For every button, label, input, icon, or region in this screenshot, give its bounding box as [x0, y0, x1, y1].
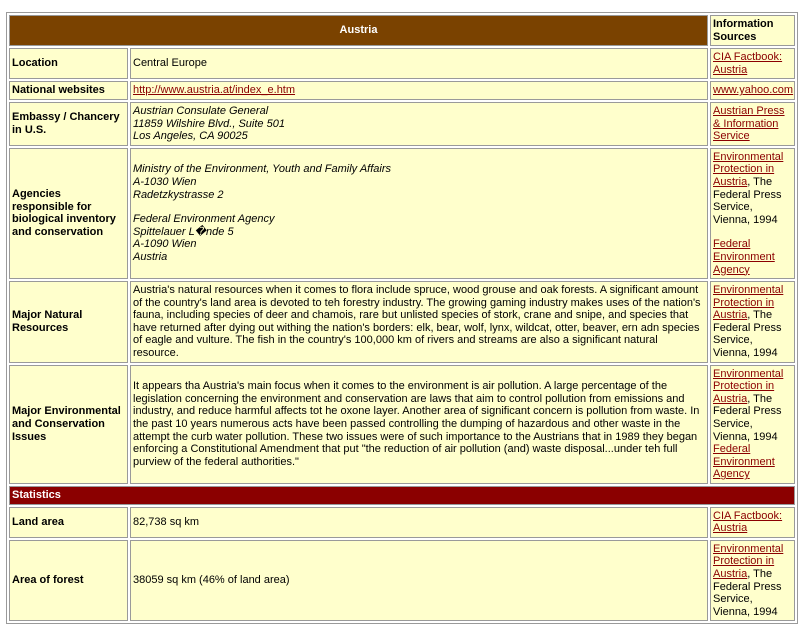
resources-source-link[interactable]: Environmental Protection in Austria: [713, 284, 784, 322]
statistics-heading: Statistics: [9, 486, 795, 505]
forest-value: 38059 sq km (46% of land area): [130, 540, 708, 622]
location-label: Location: [9, 48, 128, 79]
location-source-link[interactable]: CIA Factbook: Austria: [713, 51, 783, 76]
websites-row: [9, 81, 795, 100]
resources-sources: [710, 281, 795, 363]
resources-text: Austria's natural resources when it comes to flora include spruce, wood grouse and oak forests. A significant amount of the country's land area is devoted to teh forestry industry. The growing gaming industry makes uses of the nation's fauna, including species of deer and chamois, rare but unlisted species of stork, crane and snipe, and species that have returned after dying out withing the nation's borders: elk, bear, wolf, lynx, wildcat, otter, beaver, ern adn species of eagle and vulture. The fish in the country's 100,000 km of rivers and streams are also a significant natural resource.: [130, 281, 708, 363]
agency-line: Spittelauer L�nde 5: [133, 225, 234, 238]
issues-source-text: , The Federal Press Service, Vienna, 1994: [713, 392, 782, 443]
forest-sources: [710, 540, 795, 622]
agencies-source-link-2[interactable]: Federal Environment Agency: [713, 238, 775, 276]
embassy-address: [130, 102, 708, 146]
resources-row: [9, 281, 795, 363]
sources-header: Information Sources: [710, 15, 795, 46]
resources-label: Major Natural Resources: [9, 281, 128, 363]
agencies-source-text: , The Federal Press Service, Vienna, 1994: [713, 175, 782, 226]
websites-source-link[interactable]: www.yahoo.com: [713, 84, 794, 97]
issues-label: Major Environmental and Conservation Issues: [9, 365, 128, 484]
embassy-source-link[interactable]: Austrian Press & Information Service: [713, 104, 785, 143]
agency-line: Austria: [133, 250, 168, 263]
agency-line: A-1030 Wien: [133, 175, 197, 188]
agencies-addresses: [130, 148, 708, 279]
statistics-row: [9, 486, 795, 505]
agencies-label: Agencies responsible for biological inventory and conservation: [9, 148, 128, 279]
country-title: Austria: [9, 15, 708, 46]
agency-line: Federal Environment Agency: [133, 213, 275, 226]
forest-source-text: , The Federal Press Service, Vienna, 1994: [713, 567, 782, 618]
websites-label: National websites: [9, 81, 128, 100]
header-row: [9, 15, 795, 46]
agencies-row: [9, 148, 795, 279]
issues-source-link[interactable]: Environmental Protection in Austria: [713, 367, 784, 405]
location-row: [9, 48, 795, 79]
land-area-source-link[interactable]: CIA Factbook: Austria: [713, 509, 783, 535]
embassy-label: Embassy / Chancery in U.S.: [9, 102, 128, 146]
issues-text: It appears tha Austria's main focus when it comes to the environment is air pollution. A large percentage of the legislation concerning the environment and conservation are laws that aim to control pollution from emissions and industry, and reduce harmful affects tot he oxone layer. Another area of significant concern is pollution from waste. In the past 10 years numerous acts have been passed controlling the dumping of hazardous and other waste in the attempt the curb water pollution. These two issues were of such importance to the Austrians that in 1989 they began enforcing a Constitutional Amendment that put "the reduction of air pollution (and) waste disposal...under teh full purview of the federal authorities.": [130, 365, 708, 484]
agency-line: Radetzkystrasse 2: [133, 188, 224, 201]
agencies-source-link[interactable]: Environmental Protection in Austria: [713, 150, 784, 188]
forest-row: [9, 540, 795, 622]
land-area-row: [9, 507, 795, 538]
forest-source-link[interactable]: Environmental Protection in Austria: [713, 542, 784, 580]
country-profile-table: [6, 12, 798, 624]
agencies-sources: [710, 148, 795, 279]
agency-line: A-1090 Wien: [133, 238, 197, 251]
embassy-line: 11859 Wilshire Blvd., Suite 501: [133, 117, 285, 130]
issues-source-link-2[interactable]: Federal Environment Agency: [713, 443, 775, 481]
forest-label: Area of forest: [9, 540, 128, 622]
national-website-link[interactable]: http://www.austria.at/index_e.htm: [133, 84, 296, 97]
location-value: Central Europe: [130, 48, 708, 79]
issues-sources: [710, 365, 795, 484]
embassy-line: Los Angeles, CA 90025: [133, 130, 248, 143]
agency-line: Ministry of the Environment, Youth and Family Affairs: [133, 163, 392, 176]
embassy-line: Austrian Consulate General: [133, 104, 269, 117]
embassy-row: [9, 102, 795, 146]
issues-row: [9, 365, 795, 484]
resources-source-text: , The Federal Press Service, Vienna, 1994: [713, 309, 782, 360]
land-area-value: 82,738 sq km: [130, 507, 708, 538]
land-area-label: Land area: [9, 507, 128, 538]
